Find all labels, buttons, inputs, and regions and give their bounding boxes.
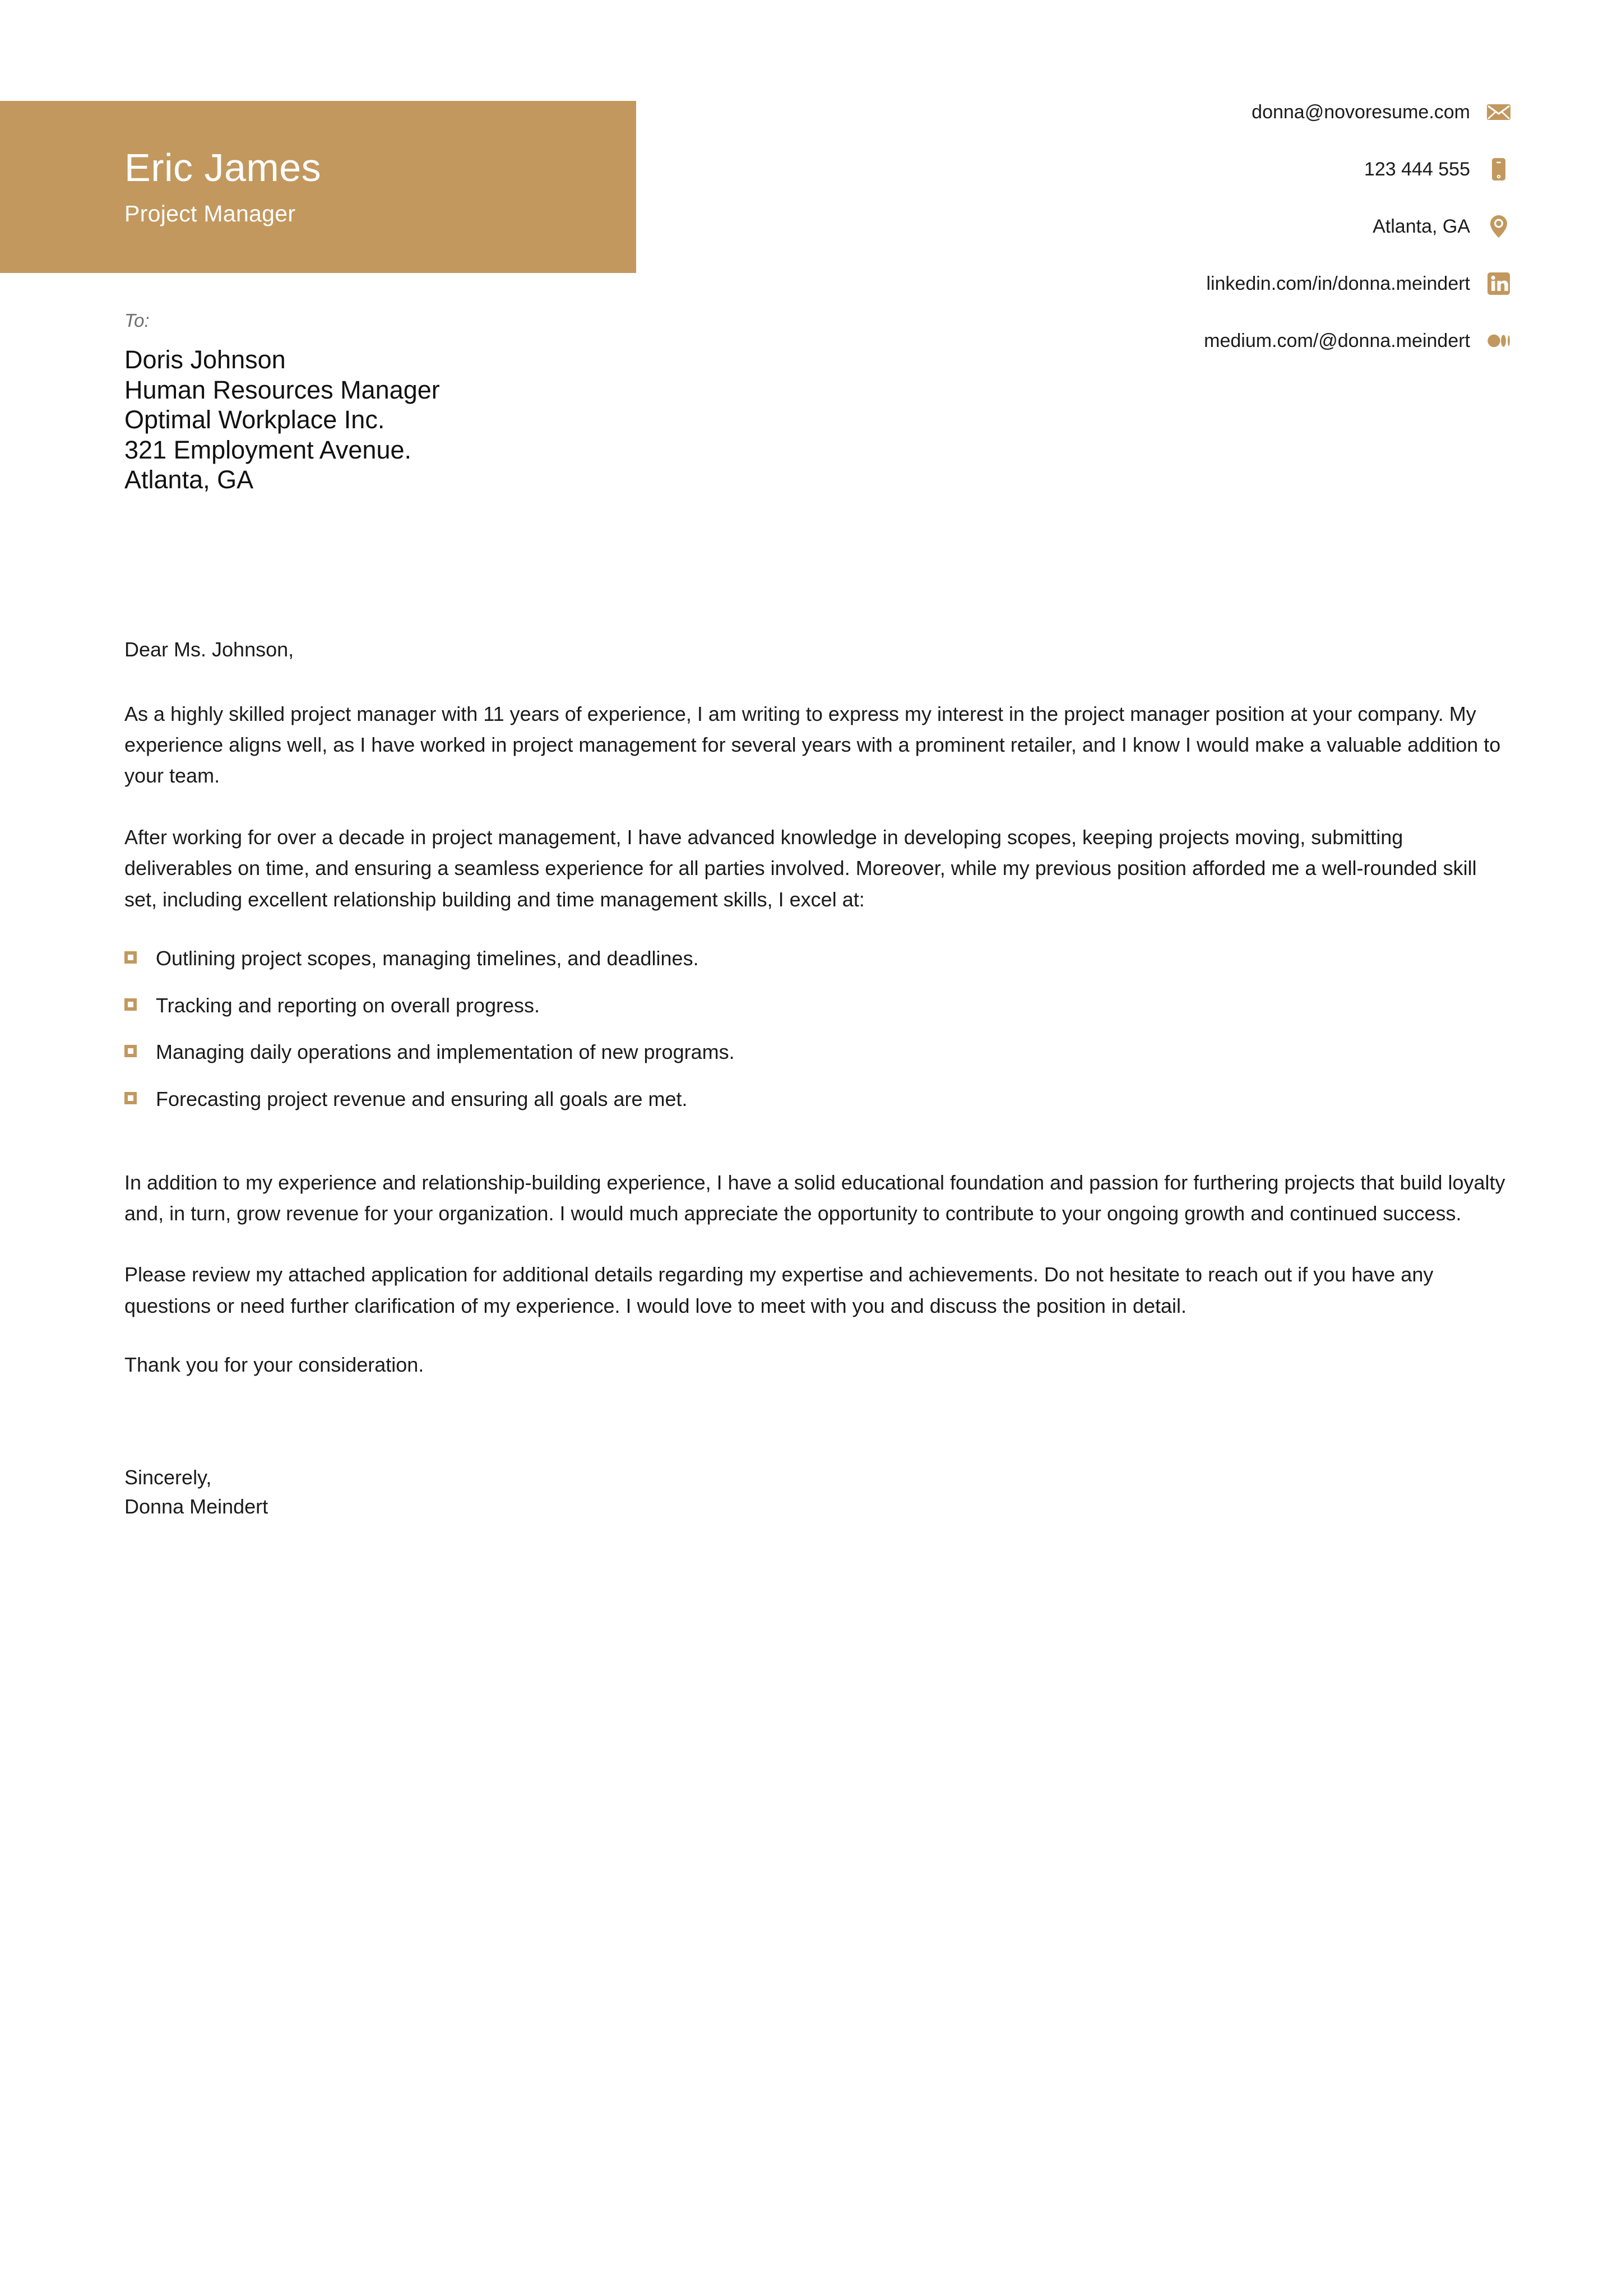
- list-item: [124, 945, 1508, 973]
- signoff-salutation: Sincerely,: [124, 1465, 212, 1489]
- email-icon: [1486, 99, 1512, 125]
- medium-icon: [1486, 328, 1512, 354]
- list-item: [124, 1039, 1508, 1066]
- closing-thank-you: Thank you for your consideration.: [124, 1353, 424, 1377]
- square-bullet-icon: [124, 1045, 137, 1057]
- contact-row-location[interactable]: [839, 209, 1512, 244]
- list-item: [124, 992, 1508, 1020]
- signature-name: Donna Meindert: [124, 1495, 268, 1519]
- contact-row-phone[interactable]: [839, 151, 1512, 187]
- linkedin-icon: [1486, 271, 1512, 297]
- phone-icon: [1486, 156, 1512, 182]
- recipient-city: Atlanta, GA: [124, 465, 254, 494]
- contact-row-linkedin[interactable]: [839, 266, 1512, 301]
- applicant-job-title: Project Manager: [124, 200, 296, 226]
- square-bullet-icon: [124, 998, 137, 1011]
- salutation: Dear Ms. Johnson,: [124, 638, 294, 661]
- contact-medium-text: medium.com/@donna.meindert: [1204, 330, 1470, 351]
- recipient-title: Human Resources Manager: [124, 375, 440, 404]
- square-bullet-icon: [124, 1092, 137, 1104]
- list-item-label: Tracking and reporting on overall progress.: [156, 993, 540, 1017]
- list-item-label: Managing daily operations and implementation of new programs.: [156, 1040, 735, 1064]
- recipient-company: Optimal Workplace Inc.: [124, 405, 385, 434]
- recipient-block: [124, 311, 965, 495]
- signoff-block: [124, 1463, 1508, 1521]
- contact-linkedin-text: linkedin.com/in/donna.meindert: [1206, 272, 1470, 294]
- contact-location-text: Atlanta, GA: [1373, 215, 1470, 237]
- square-bullet-icon: [124, 951, 137, 964]
- body-paragraph-2: After working for over a decade in project management, I have advanced knowledge in developing scopes, keeping projects moving, submitting deliverables on time, and ensuring a seamless experience for all parties involved. Moreover, while my previous position afforded me a well-rounded skill set, including excellent relationship building and time management skills, I excel at:: [124, 825, 1477, 911]
- location-icon: [1486, 214, 1512, 239]
- header-banner: [0, 101, 636, 273]
- body-paragraph-3: In addition to my experience and relationship-building experience, I have a solid educational foundation and passion for furthering projects that build loyalty and, in turn, grow revenue for your organization. I would much appreciate the opportunity to contribute to your ongoing growth and continued success.: [124, 1170, 1505, 1225]
- letter-body: [124, 636, 1508, 1521]
- list-item: [124, 1086, 1508, 1113]
- body-paragraph-1: As a highly skilled project manager with 11 years of experience, I am writing to express my interest in the project manager position at your company. My experience aligns well, as I have worked in project management for several years with a prominent retailer, and I know I would make a valuable addition to your team.: [124, 702, 1501, 788]
- body-paragraph-4: Please review my attached application for additional details regarding my expertise and achievements. Do not hesitate to reach out if you have any questions or need further clarification of my experience. I would love to meet with you and discuss the position in detail.: [124, 1263, 1434, 1317]
- contact-row-email[interactable]: [839, 94, 1512, 129]
- contact-phone-text: 123 444 555: [1364, 158, 1470, 180]
- list-item-label: Forecasting project revenue and ensuring all goals are met.: [156, 1087, 688, 1110]
- recipient-street: 321 Employment Avenue.: [124, 435, 412, 464]
- applicant-name: Eric James: [124, 146, 322, 190]
- recipient-name: Doris Johnson: [124, 345, 286, 374]
- contact-email-text: donna@novoresume.com: [1252, 101, 1470, 123]
- skills-bullet-list: [124, 945, 1508, 1113]
- list-item-label: Outlining project scopes, managing timelines, and deadlines.: [156, 947, 699, 970]
- recipient-to-label: To:: [124, 310, 150, 331]
